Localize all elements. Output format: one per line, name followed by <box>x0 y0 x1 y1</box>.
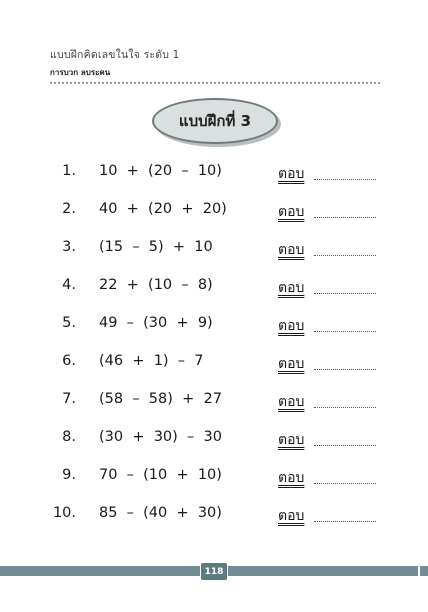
answer-blank[interactable] <box>314 179 376 180</box>
answer-label: ตอบ <box>278 166 305 182</box>
exercise-row <box>0 391 428 415</box>
exercise-row <box>0 201 428 225</box>
exercise-row <box>0 429 428 453</box>
answer-blank[interactable] <box>314 331 376 332</box>
answer-label: ตอบ <box>278 394 305 410</box>
answer-blank[interactable] <box>314 521 376 522</box>
exercise-number: 7. <box>62 391 76 407</box>
exercise-row <box>0 505 428 529</box>
answer-blank[interactable] <box>314 407 376 408</box>
answer-label: ตอบ <box>278 242 305 258</box>
answer-blank[interactable] <box>314 293 376 294</box>
answer-blank[interactable] <box>314 445 376 446</box>
exercise-expression: 49 – (30 + 9) <box>99 315 213 331</box>
exercise-row <box>0 163 428 187</box>
answer-label: ตอบ <box>278 470 305 486</box>
exercise-number: 9. <box>62 467 76 483</box>
header-title: แบบฝึกคิดเลขในใจ ระดับ 1 <box>50 49 180 61</box>
answer-blank[interactable] <box>314 255 376 256</box>
exercise-row <box>0 353 428 377</box>
page-number: 118 <box>204 566 224 577</box>
answer-blank[interactable] <box>314 483 376 484</box>
exercise-expression: 70 – (10 + 10) <box>99 467 222 483</box>
header-subtitle: การบวก ลบระคน <box>50 68 111 77</box>
exercise-row <box>0 277 428 301</box>
exercise-row <box>0 467 428 491</box>
exercise-row <box>0 239 428 263</box>
exercise-number: 5. <box>62 315 76 331</box>
answer-blank[interactable] <box>314 369 376 370</box>
exercise-expression: 85 – (40 + 30) <box>99 505 222 521</box>
answer-label: ตอบ <box>278 356 305 372</box>
answer-label: ตอบ <box>278 508 305 524</box>
exercise-expression: 22 + (10 – 8) <box>99 277 213 293</box>
answer-label: ตอบ <box>278 318 305 334</box>
answer-label: ตอบ <box>278 204 305 220</box>
exercise-number: 2. <box>62 201 76 217</box>
exercise-expression: (30 + 30) – 30 <box>99 429 222 445</box>
exercise-number: 1. <box>62 163 76 179</box>
answer-label: ตอบ <box>278 280 305 296</box>
exercise-title-badge <box>152 98 278 144</box>
answer-blank[interactable] <box>314 217 376 218</box>
exercise-expression: (58 – 58) + 27 <box>99 391 222 407</box>
answer-label: ตอบ <box>278 432 305 448</box>
page-number-badge <box>200 562 228 581</box>
exercise-number: 3. <box>62 239 76 255</box>
exercise-expression: 40 + (20 + 20) <box>99 201 227 217</box>
footer-bar-end-mark <box>418 566 420 576</box>
exercise-number: 6. <box>62 353 76 369</box>
exercise-number: 8. <box>62 429 76 445</box>
exercise-row <box>0 315 428 339</box>
exercise-number: 4. <box>62 277 76 293</box>
dotted-divider <box>50 82 380 84</box>
exercise-expression: (15 – 5) + 10 <box>99 239 213 255</box>
exercise-number: 10. <box>52 505 76 521</box>
exercise-title: แบบฝึกที่ 3 <box>178 112 252 130</box>
exercise-expression: (46 + 1) – 7 <box>99 353 204 369</box>
exercise-expression: 10 + (20 – 10) <box>99 163 222 179</box>
